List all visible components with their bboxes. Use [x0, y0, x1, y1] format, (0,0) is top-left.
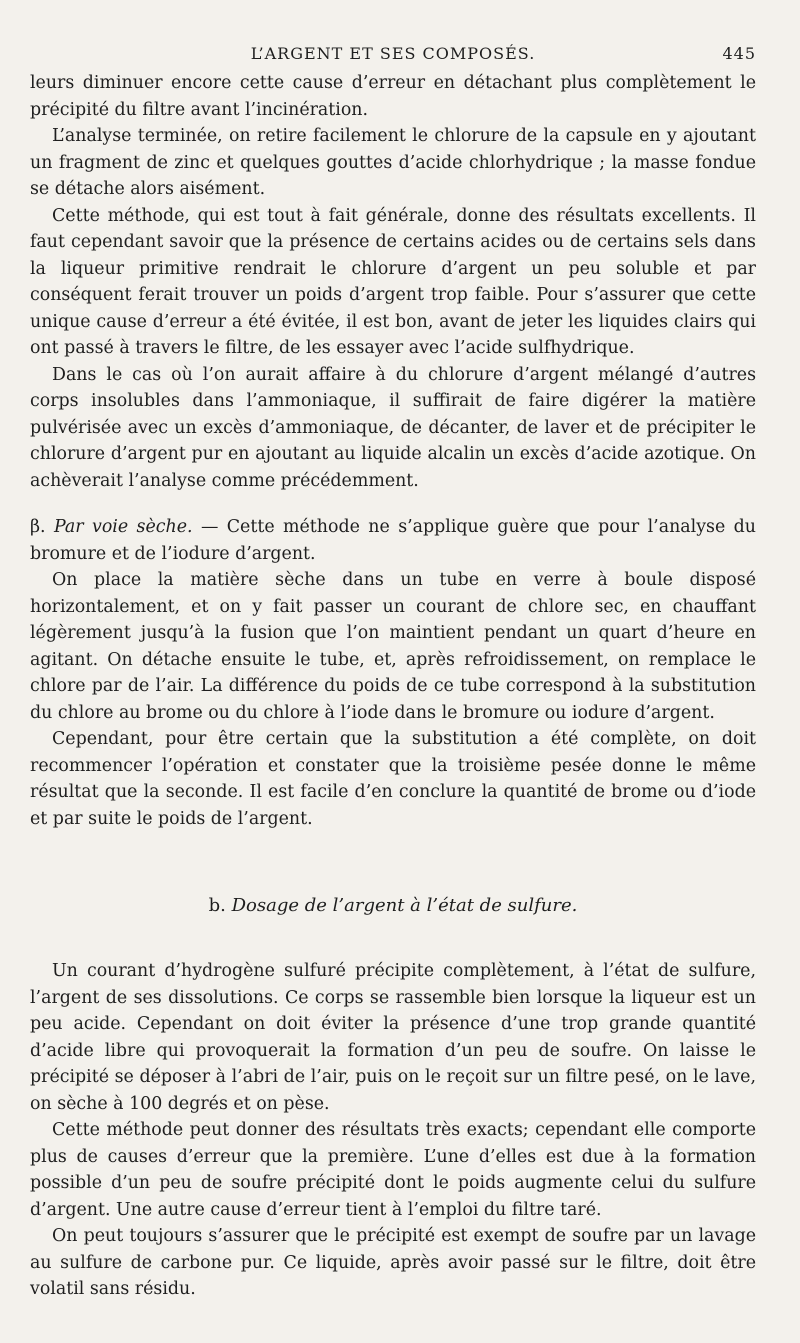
paragraph-continuation: leurs diminuer encore cette cause d’erreur en détachant plus complètement le précipité du filtre avant l’incinération.: [30, 73, 756, 120]
spacer: [30, 920, 756, 958]
subsection-label: β.: [30, 517, 46, 537]
paragraph-substitution-check: Cependant, pour être certain que la substitution a été complète, on doit recommencer l’opération et constater que la troisième pesée donne le même résultat que la seconde. Il est facile d’en conclure la quantité de brome ou d’iode et par suite le poids de l’argent.: [30, 729, 756, 829]
page-number: 445: [722, 44, 756, 63]
paragraph-insoluble-bodies: Dans le cas où l’on aurait affaire à du chlorure d’argent mélangé d’autres corps insolubles dans l’ammoniaque, il suffirait de faire digérer la matière pulvérisée avec un excès d’ammoniaque, de décanter, de laver et de précipiter le chlorure d’argent pur en ajoutant au liquide alcalin un excès d’acide azotique. On achèverait l’analyse comme précédemment.: [30, 364, 756, 491]
section-title: Dosage de l’argent à l’état de sulfure.: [231, 895, 578, 916]
subsection-par-voie-seche: [30, 514, 756, 567]
paragraph-hydrogen-sulfide: Un courant d’hydrogène sulfuré précipite complètement, à l’état de sulfure, l’argent de ses dissolutions. Ce corps se rassemble bien lorsque la liqueur est un peu acide. Cependant on doit éviter la présence d’une trop grande quantité d’acide libre qui provoquerait la formation d’un peu de soufre. On laisse le précipité se déposer à l’abri de l’air, puis on le reçoit sur un filtre pesé, on le lave, on sèche à 100 degrés et on pèse.: [30, 961, 756, 1114]
spacer: [30, 832, 756, 892]
paragraph-method-general: Cette méthode, qui est tout à fait générale, donne des résultats excellents. Il faut cependant savoir que la présence de certains acides ou de certains sels dans la liqueur primitive rendrait le chlorure d’argent un peu soluble et par conséquent ferait trouver un poids d’argent trop faible. Pour s’assurer que cette unique cause d’erreur a été évitée, il est bon, avant de jeter les liquides clairs qui ont passé à travers le filtre, de les essayer avec l’acide sulfhydrique.: [30, 205, 756, 358]
running-header: [30, 36, 756, 70]
paragraph-tube-procedure: On place la matière sèche dans un tube en verre à boule disposé horizontalement, et on y fait passer un courant de chlore sec, en chauffant légèrement jusqu’à la fusion que l’on maintient pendant un quart d’heure en agitant. On détache ensuite le tube, et, après refroidissement, on remplace le chlore par de l’air. La différence du poids de ce tube correspond à la substitution du chlore au brome ou du chlore à l’iode dans le bromure ou iodure d’argent.: [30, 570, 756, 723]
section-label: b.: [208, 895, 226, 916]
paragraph-chlorure-removal: L’analyse terminée, on retire facilement le chlorure de la capsule en y ajoutant un fragment de zinc et quelques gouttes d’acide chlorhydrique ; la masse fondue se détache alors aisément.: [30, 126, 756, 199]
subsection-text: — Cette méthode ne s’applique guère que pour l’analyse du bromure et de l’iodure d’argent.: [30, 517, 756, 564]
section-heading: [30, 892, 756, 920]
paragraph-carbon-sulfide-wash: On peut toujours s’assurer que le précipité est exempt de soufre par un lavage au sulfure de carbone pur. Ce liquide, après avoir passé sur le filtre, doit être volatil sans résidu.: [30, 1226, 756, 1299]
spacer: [30, 494, 756, 514]
subsection-title: Par voie sèche.: [54, 517, 193, 537]
running-title: L’ARGENT ET SES COMPOSÉS.: [250, 44, 536, 63]
paragraph-error-causes: Cette méthode peut donner des résultats très exacts; cependant elle comporte plus de causes d’erreur que la première. L’une d’elles est due à la formation possible d’un peu de soufre précipité dont le poids augmente celui du sulfure d’argent. Une autre cause d’erreur tient à l’emploi du filtre taré.: [30, 1120, 756, 1220]
